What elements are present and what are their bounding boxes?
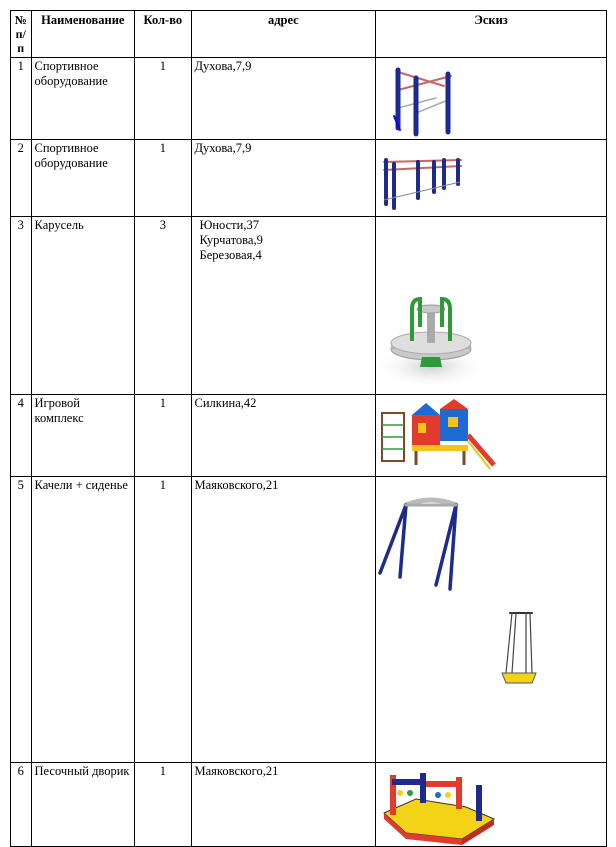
header-row	[11, 11, 607, 58]
row-qty: 1	[135, 395, 191, 477]
row-num: 4	[11, 395, 32, 477]
row-name: Качели + сиденье	[31, 477, 135, 763]
row-address	[191, 140, 376, 217]
row-qty: 1	[135, 140, 191, 217]
table-row	[11, 217, 607, 395]
row-sketch	[376, 217, 607, 395]
row-address	[191, 58, 376, 140]
horizontal-bars-icon	[376, 58, 601, 138]
table-row	[11, 477, 607, 763]
address-line: Маяковского,21	[194, 764, 279, 778]
swing-icon	[376, 477, 601, 761]
row-sketch	[376, 477, 607, 763]
row-address	[191, 477, 376, 763]
table-row	[11, 395, 607, 477]
equipment-table	[10, 10, 607, 847]
row-name: Спортивное оборудование	[31, 58, 135, 140]
row-address	[191, 395, 376, 477]
row-sketch	[376, 58, 607, 140]
row-qty: 1	[135, 763, 191, 847]
address-line: Маяковского,21	[194, 478, 279, 492]
play-complex-icon	[376, 395, 601, 475]
row-qty: 1	[135, 477, 191, 763]
header-num: № п/п	[11, 11, 32, 58]
row-address	[191, 217, 376, 395]
row-sketch	[376, 763, 607, 847]
row-name: Игровой комплекс	[31, 395, 135, 477]
sandbox-icon	[376, 763, 601, 845]
row-num: 5	[11, 477, 32, 763]
row-qty: 3	[135, 217, 191, 395]
row-name: Спортивное оборудование	[31, 140, 135, 217]
row-address	[191, 763, 376, 847]
row-name: Песочный дворик	[31, 763, 135, 847]
header-qty: Кол-во	[135, 11, 191, 58]
address-line: Березовая,4	[199, 248, 262, 262]
row-qty: 1	[135, 58, 191, 140]
parallel-bars-icon	[376, 140, 601, 215]
address-line: Юности,37	[199, 218, 259, 232]
row-sketch	[376, 140, 607, 217]
row-num: 1	[11, 58, 32, 140]
row-sketch	[376, 395, 607, 477]
row-name: Карусель	[31, 217, 135, 395]
row-num: 6	[11, 763, 32, 847]
carousel-icon	[376, 217, 601, 393]
table-row	[11, 763, 607, 847]
address-line: Курчатова,9	[199, 233, 263, 247]
header-sketch: Эскиз	[376, 11, 607, 58]
row-num: 2	[11, 140, 32, 217]
header-address: адрес	[191, 11, 376, 58]
header-name: Наименование	[31, 11, 135, 58]
address-line: Духова,7,9	[194, 59, 252, 73]
table-row	[11, 58, 607, 140]
row-num: 3	[11, 217, 32, 395]
address-line: Силкина,42	[194, 396, 257, 410]
table-row	[11, 140, 607, 217]
address-line: Духова,7,9	[194, 141, 252, 155]
